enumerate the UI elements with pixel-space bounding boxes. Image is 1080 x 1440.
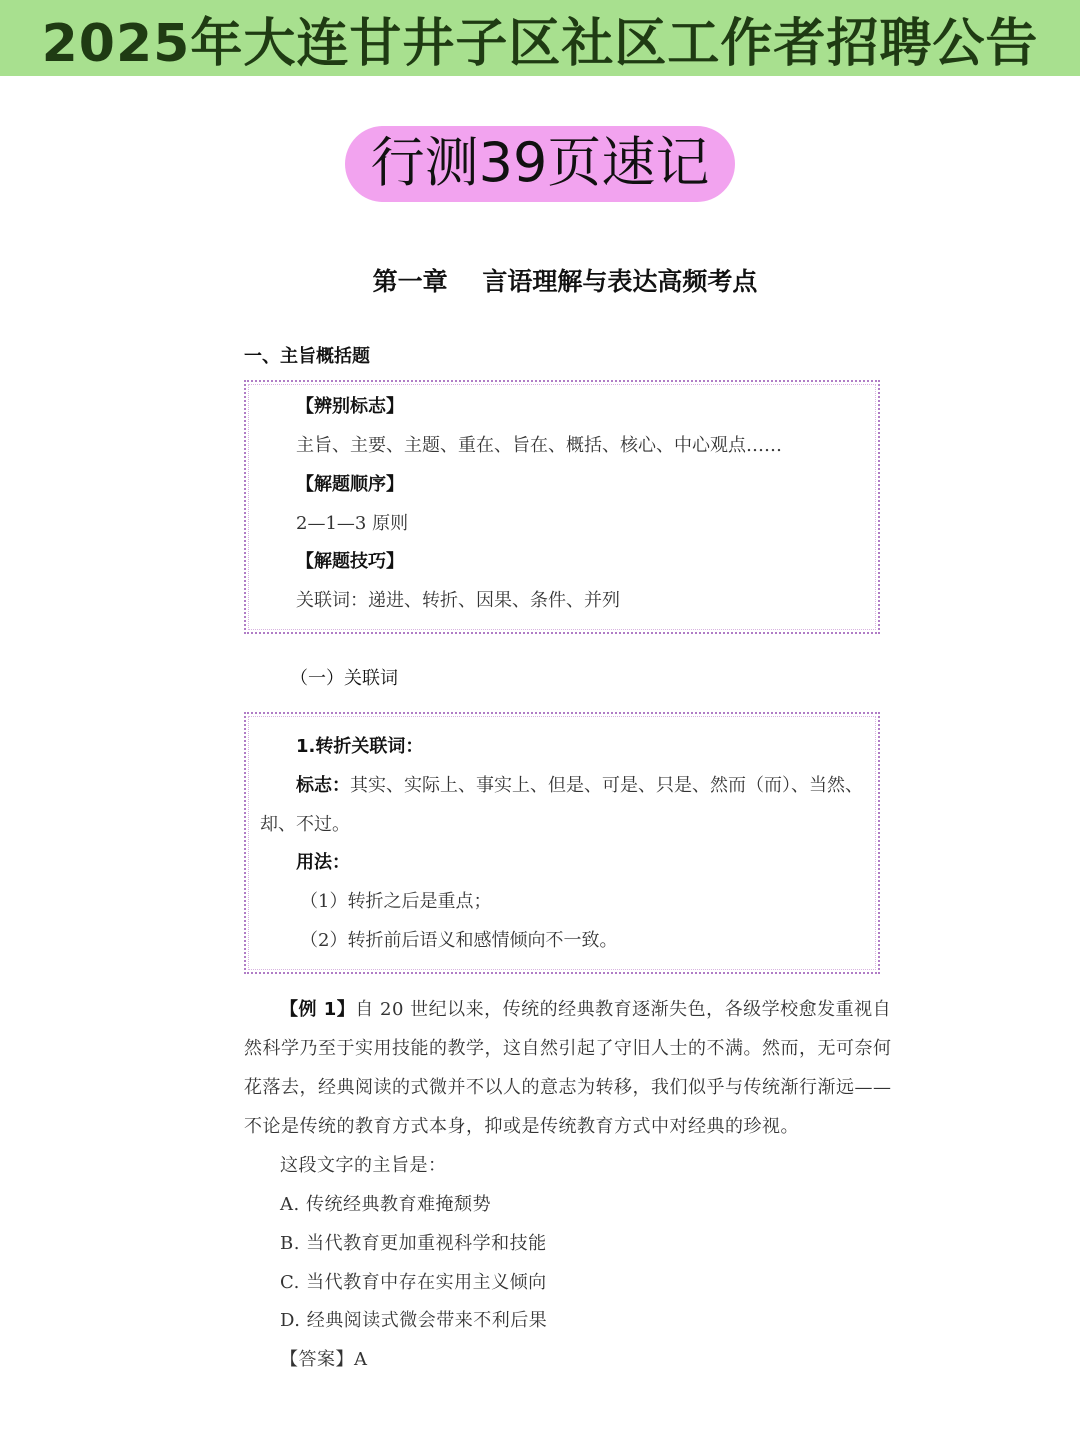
banner-title: 2025年大连甘井子区社区工作者招聘公告 bbox=[41, 13, 1039, 74]
mark-text: 其实、实际上、事实上、但是、可是、只是、然而（而）、当然、 bbox=[350, 775, 863, 796]
example-label: 【例 1】 bbox=[280, 999, 356, 1020]
option-b: B. 当代教育更加重视科学和技能 bbox=[280, 1233, 547, 1254]
section-title: 一、主旨概括题 bbox=[244, 346, 370, 367]
subtitle-wrap bbox=[0, 126, 1080, 202]
example-text-1: 自 20 世纪以来，传统的经典教育逐渐失色，各级学校愈发重视自 bbox=[355, 999, 892, 1020]
example-line-2: 然科学乃至于实用技能的教学，这自然引起了守旧人士的不满。然而，无可奈何 bbox=[244, 1038, 892, 1059]
subtitle-pill: 行测39页速记 bbox=[345, 126, 736, 202]
example-line-3: 花落去，经典阅读的式微并不以人的意志为转移，我们似乎与传统渐行渐远—— bbox=[244, 1077, 892, 1098]
option-d: D. 经典阅读式微会带来不利后果 bbox=[280, 1310, 548, 1331]
example-line-1 bbox=[280, 995, 891, 1021]
box1-heading-2: 【解题顺序】 bbox=[296, 474, 404, 495]
header-banner bbox=[0, 0, 1080, 76]
option-a: A. 传统经典教育难掩颓势 bbox=[280, 1194, 491, 1215]
usage-item-2: （2）转折前后语义和感情倾向不一致。 bbox=[300, 930, 618, 951]
mark-label: 标志： bbox=[296, 775, 350, 796]
box2-mark-line bbox=[296, 771, 863, 797]
usage-item-1: （1）转折之后是重点； bbox=[300, 891, 492, 912]
chapter-title: 第一章 言语理解与表达高频考点 bbox=[372, 267, 758, 296]
box1-heading-1: 【辨别标志】 bbox=[296, 396, 404, 417]
question: 这段文字的主旨是： bbox=[280, 1155, 447, 1176]
option-c: C. 当代教育中存在实用主义倾向 bbox=[280, 1272, 547, 1293]
answer: 【答案】A bbox=[280, 1349, 368, 1370]
example-line-4: 不论是传统的教育方式本身，抑或是传统教育方式中对经典的珍视。 bbox=[244, 1116, 799, 1137]
box2-mark-cont: 却、不过。 bbox=[260, 814, 350, 835]
box1-text-3: 关联词：递进、转折、因果、条件、并列 bbox=[296, 590, 620, 611]
box2-title: 1.转折关联词： bbox=[296, 736, 424, 757]
box1-heading-3: 【解题技巧】 bbox=[296, 551, 404, 572]
box1-text-2: 2—1—3 原则 bbox=[296, 513, 409, 534]
box1-text-1: 主旨、主要、主题、重在、旨在、概括、核心、中心观点…… bbox=[296, 435, 782, 456]
subsection-title: （一）关联词 bbox=[290, 668, 398, 689]
usage-label: 用法： bbox=[296, 852, 350, 873]
